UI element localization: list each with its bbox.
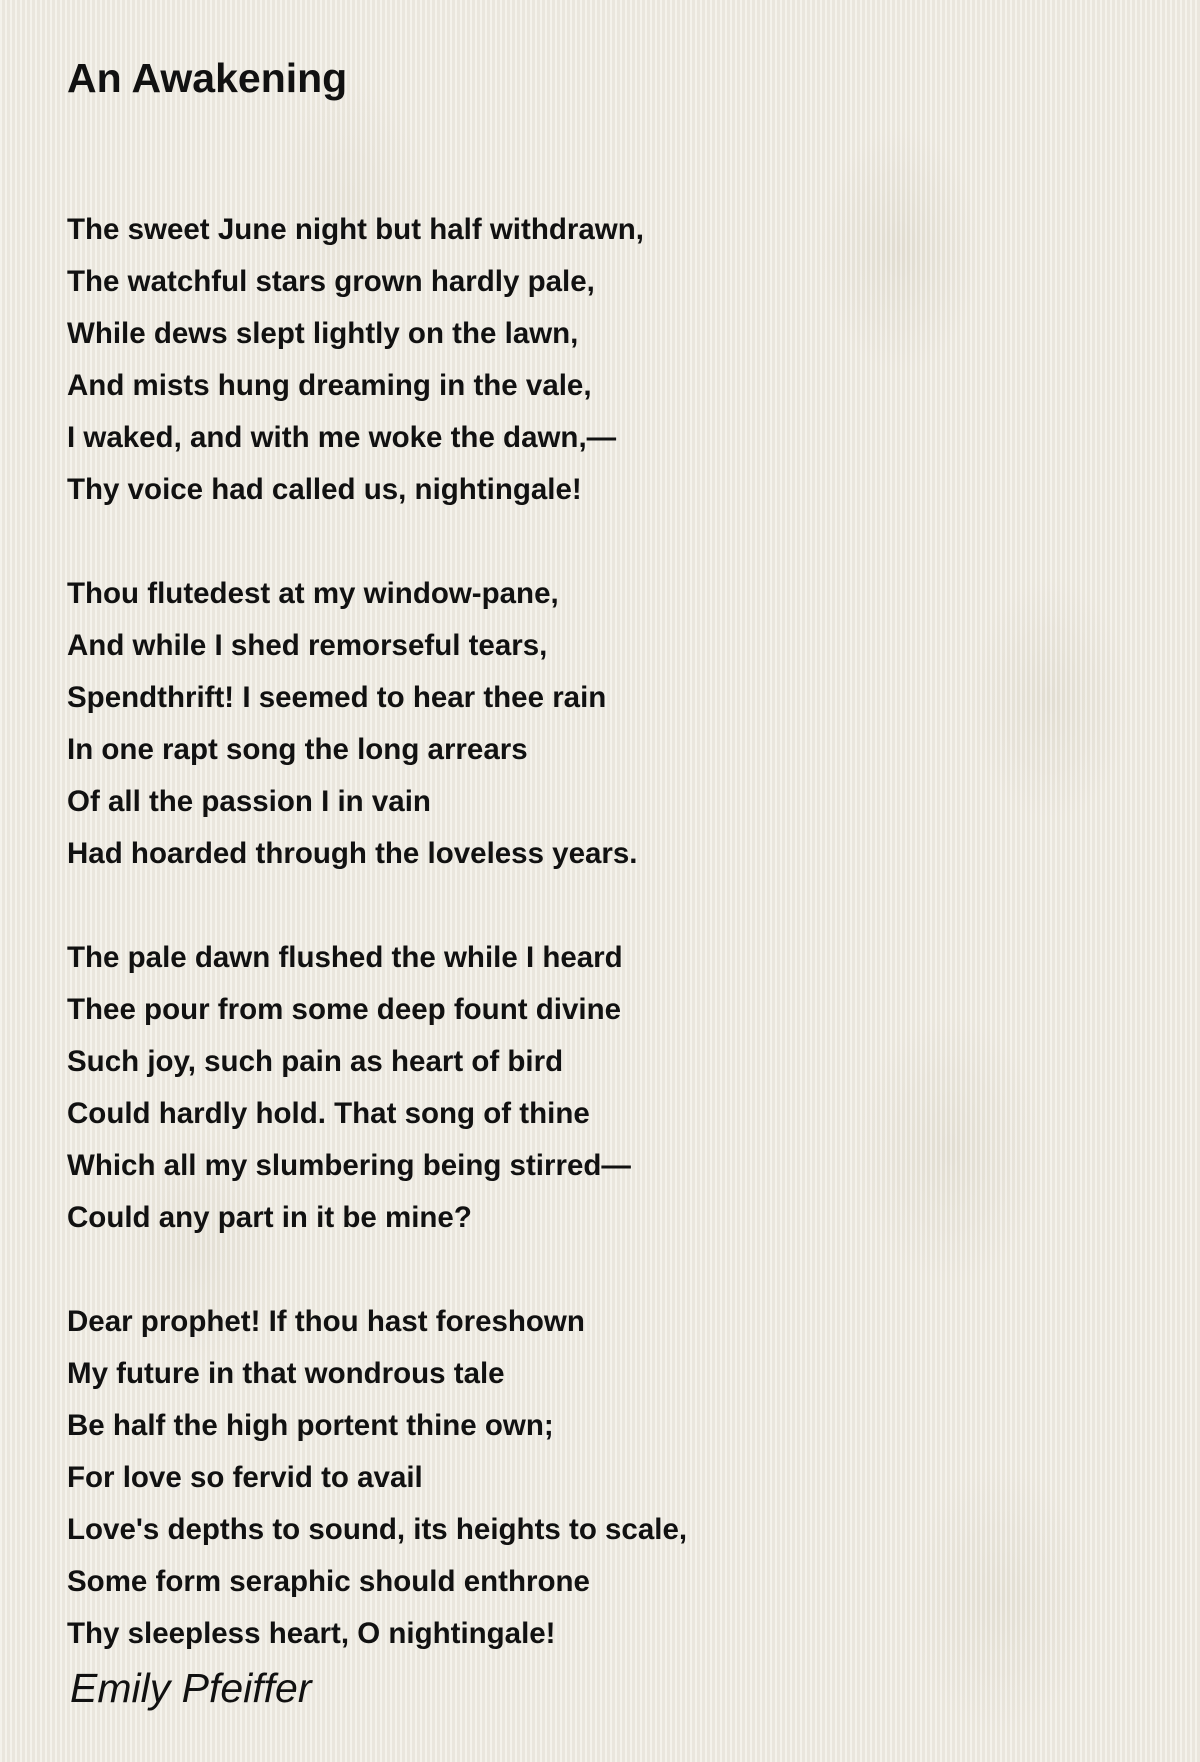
poem-title: An Awakening bbox=[67, 55, 348, 101]
poem-line: While dews slept lightly on the lawn, bbox=[67, 317, 579, 350]
poem-line: Dear prophet! If thou hast foreshown bbox=[67, 1305, 585, 1338]
poem-line: Could hardly hold. That song of thine bbox=[67, 1097, 590, 1130]
poem-line: Thy voice had called us, nightingale! bbox=[67, 473, 582, 506]
poem-line: My future in that wondrous tale bbox=[67, 1357, 505, 1390]
poem-line: Thee pour from some deep fount divine bbox=[67, 993, 621, 1026]
poem-line: Thy sleepless heart, O nightingale! bbox=[67, 1617, 556, 1650]
poem-line: Of all the passion I in vain bbox=[67, 785, 431, 818]
poem-line: The sweet June night but half withdrawn, bbox=[67, 213, 644, 246]
poem-body bbox=[67, 204, 1127, 1660]
poem-line: For love so fervid to avail bbox=[67, 1461, 423, 1494]
poem-line: Love's depths to sound, its heights to scale, bbox=[67, 1513, 688, 1546]
poem-line: The watchful stars grown hardly pale, bbox=[67, 265, 595, 298]
poem-line: Be half the high portent thine own; bbox=[67, 1409, 554, 1442]
stanza-2 bbox=[67, 568, 1127, 880]
poem-page bbox=[67, 50, 1127, 1712]
poem-line: Spendthrift! I seemed to hear thee rain bbox=[67, 681, 607, 714]
poem-line: Thou flutedest at my window-pane, bbox=[67, 577, 559, 610]
stanza-4 bbox=[67, 1296, 1127, 1660]
poem-line: The pale dawn flushed the while I heard bbox=[67, 941, 623, 974]
poem-author: Emily Pfeiffer bbox=[70, 1665, 312, 1711]
poem-line: Which all my slumbering being stirred— bbox=[67, 1149, 631, 1182]
poem-line: Such joy, such pain as heart of bird bbox=[67, 1045, 564, 1078]
poem-line: And mists hung dreaming in the vale, bbox=[67, 369, 592, 402]
poem-line: Had hoarded through the loveless years. bbox=[67, 837, 638, 870]
stanza-3 bbox=[67, 932, 1127, 1244]
poem-line: I waked, and with me woke the dawn,— bbox=[67, 421, 617, 454]
poem-line: Could any part in it be mine? bbox=[67, 1201, 472, 1234]
stanza-1 bbox=[67, 204, 1127, 516]
poem-line: And while I shed remorseful tears, bbox=[67, 629, 548, 662]
poem-line: Some form seraphic should enthrone bbox=[67, 1565, 590, 1598]
poem-line: In one rapt song the long arrears bbox=[67, 733, 528, 766]
